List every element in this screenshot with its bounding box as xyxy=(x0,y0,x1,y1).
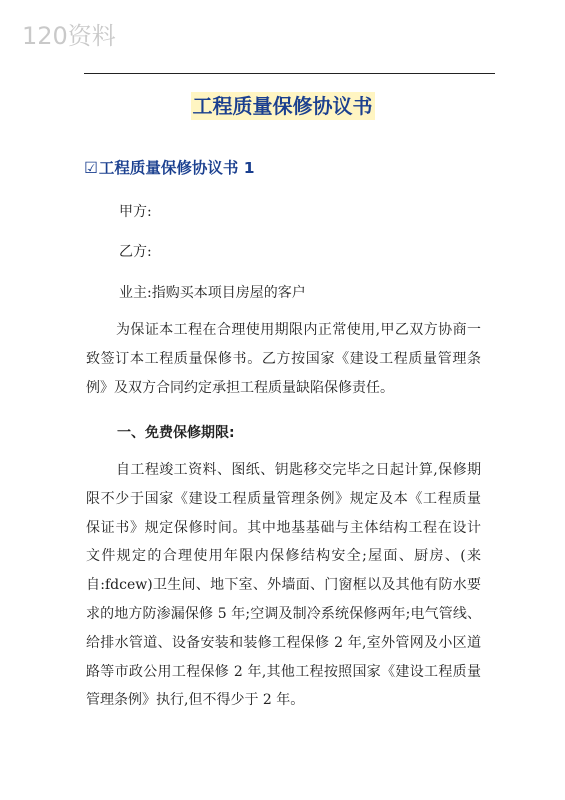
party-a-field: 甲方: xyxy=(119,204,152,220)
party-b-field: 乙方: xyxy=(119,244,152,260)
intro-line: 致签订本工程质量保修书。乙方按国家《建设工程质量管理条 xyxy=(86,350,481,367)
clause-line: 求的地方防渗漏保修 5 年;空调及制冷系统保修两年;电气管线、 xyxy=(86,605,481,622)
clause-line: 给排水管道、设备安装和装修工程保修 2 年,室外管网及小区道 xyxy=(86,634,481,651)
clause-line: 保证书》规定保修时间。其中地基基础与主体结构工程在设计 xyxy=(86,519,481,536)
clause-1-paragraph xyxy=(86,456,481,715)
clause-line: 自:fdcew)卫生间、地下室、外墙面、门窗框以及其他有防水要 xyxy=(86,577,481,594)
clause-1-heading: 一、免费保修期限: xyxy=(117,425,235,441)
checkbox-icon: ☑ xyxy=(84,159,98,177)
clause-line: 限不少于国家《建设工程质量管理条例》规定及本《工程质量 xyxy=(86,490,481,507)
clause-line: 路等市政公用工程保修 2 年,其他工程按照国家《建设工程质量 xyxy=(86,663,481,680)
owner-field: 业主:指购买本项目房屋的客户 xyxy=(119,285,306,301)
header-rule xyxy=(84,73,495,74)
document-title-text: 工程质量保修协议书 xyxy=(192,94,373,118)
clause-line: 自工程竣工资料、图纸、钥匙移交完毕之日起计算,保修期 xyxy=(116,462,481,478)
watermark: 120资料 xyxy=(22,22,116,50)
intro-line: 例》及双方合同约定承担工程质量缺陷保修责任。 xyxy=(86,379,394,396)
intro-paragraph xyxy=(86,316,481,402)
section-heading-text: 工程质量保修协议书 1 xyxy=(98,159,255,177)
section-heading xyxy=(84,156,255,178)
intro-line: 为保证本工程在合理使用期限内正常使用,甲乙双方协商一 xyxy=(116,322,481,338)
clause-line: 管理条例》执行,但不得少于 2 年。 xyxy=(86,692,305,709)
clause-line: 文件规定的合理使用年限内保修结构安全;屋面、厨房、(来 xyxy=(86,548,481,565)
document-title xyxy=(0,92,565,120)
